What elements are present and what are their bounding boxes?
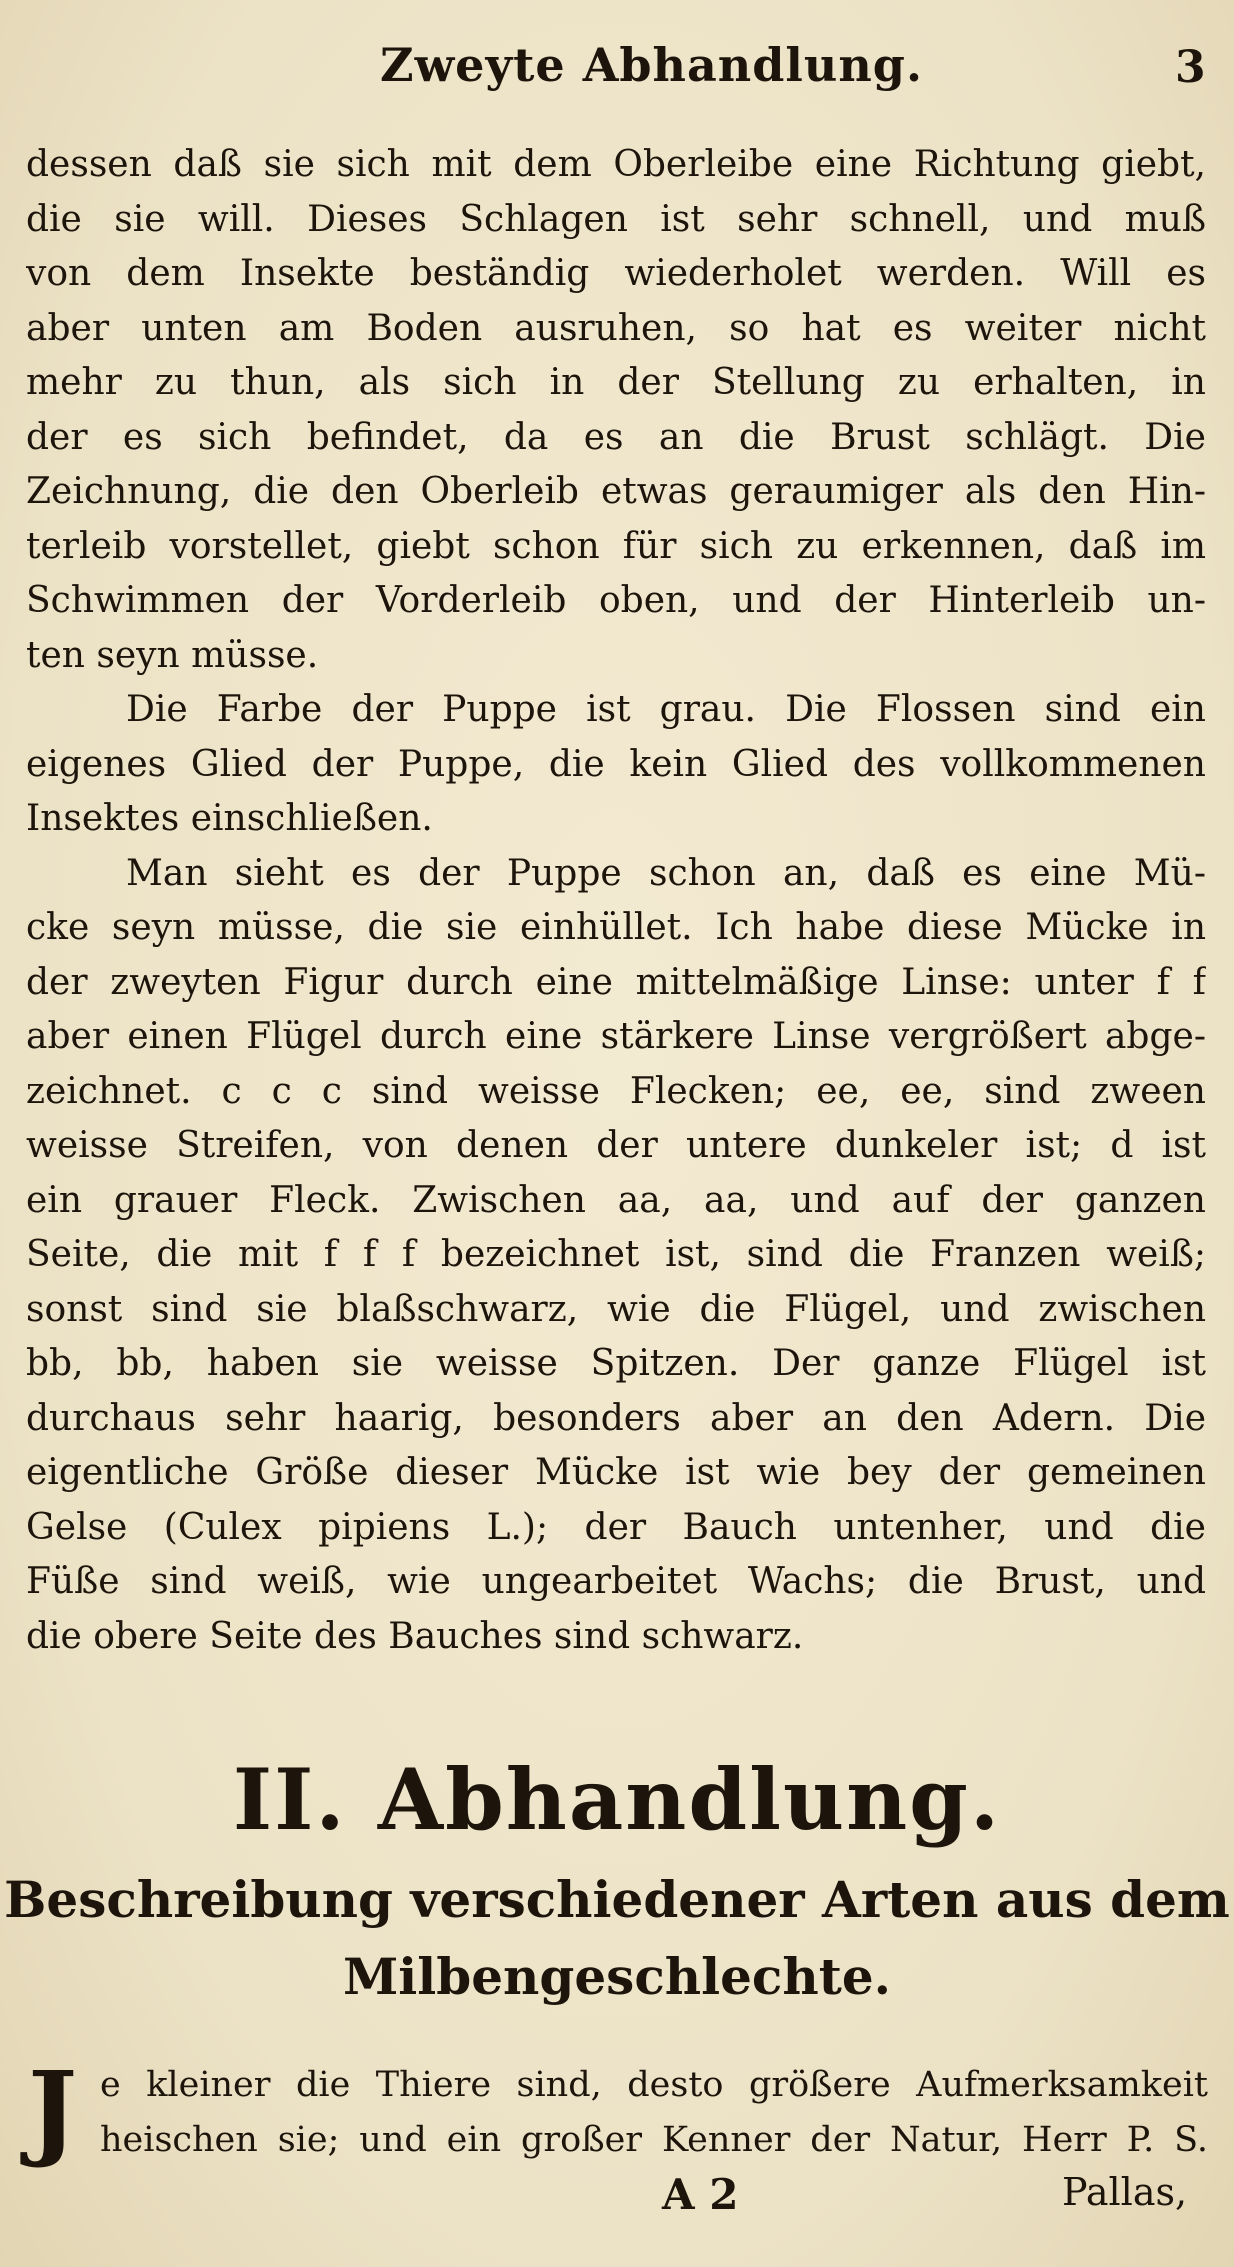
text-line: ein grauer Fleck. Zwischen aa, aa, und auf der ganzen xyxy=(26,1179,1206,1221)
text-line: mehr zu thun, als sich in der Stellung zu erhalten, in xyxy=(26,362,1206,403)
body-text xyxy=(26,138,1206,1664)
text-line: die obere Seite des Bauches sind schwarz. xyxy=(26,1615,804,1657)
text-line: aber einen Flügel durch eine stärkere Linse vergrößert abge- xyxy=(26,1016,1206,1057)
chapter-subtitle-line1: Beschreibung verschiedener Arten aus dem xyxy=(4,1870,1230,1929)
text-line: e kleiner die Thiere sind, desto größere Aufmerksamkeit xyxy=(100,2065,1208,2105)
text-line: Die Farbe der Puppe ist grau. Die Flossen sind ein xyxy=(126,689,1206,730)
text-line: der es sich befindet, da es an die Brust schlägt. Die xyxy=(26,416,1206,458)
text-line: von dem Insekte beständig wiederholet werden. Will es xyxy=(26,253,1206,294)
signature-mark: A 2 xyxy=(662,2170,739,2219)
text-line: terleib vorstellet, giebt schon für sich zu erkennen, daß im xyxy=(26,525,1206,567)
text-line: der zweyten Figur durch eine mittelmäßige Linse: unter f f xyxy=(26,961,1206,1003)
text-line: dessen daß sie sich mit dem Oberleibe eine Richtung giebt, xyxy=(26,144,1206,185)
text-line: eigenes Glied der Puppe, die kein Glied des vollkommenen xyxy=(26,743,1206,785)
text-line: bb, bb, haben sie weisse Spitzen. Der ganze Flügel ist xyxy=(26,1343,1206,1384)
text-line: Schwimmen der Vorderleib oben, und der Hinterleib un- xyxy=(26,580,1206,621)
text-line: cke seyn müsse, die sie einhüllet. Ich habe diese Mücke in xyxy=(26,907,1206,948)
text-line: durchaus sehr haarig, besonders aber an den Adern. Die xyxy=(26,1397,1206,1439)
opening-paragraph xyxy=(28,2048,1208,2171)
drop-cap: J xyxy=(28,2048,78,2171)
page-header xyxy=(0,38,1234,108)
text-line: weisse Streifen, von denen der untere dunkeler ist; d ist xyxy=(26,1125,1206,1166)
text-line: Zeichnung, die den Oberleib etwas geraumiger als den Hin- xyxy=(26,471,1206,512)
text-line: Gelse (Culex pipiens L.); der Bauch untenher, und die xyxy=(26,1506,1206,1548)
text-line: eigentliche Größe dieser Mücke ist wie bey der gemeinen xyxy=(26,1452,1206,1493)
text-line: sonst sind sie blaßschwarz, wie die Flügel, und zwischen xyxy=(26,1288,1206,1330)
text-line: zeichnet. c c c sind weisse Flecken; ee, ee, sind zween xyxy=(26,1070,1206,1112)
chapter-subtitle-line2: Milbengeschlechte. xyxy=(342,1947,892,2006)
text-line: aber unten am Boden ausruhen, so hat es weiter nicht xyxy=(26,307,1206,349)
running-title: Zweyte Abhandlung. xyxy=(380,38,923,92)
page-number: 3 xyxy=(1175,42,1206,93)
text-line: Man sieht es der Puppe schon an, daß es eine Mü- xyxy=(126,852,1206,894)
catchword: Pallas, xyxy=(1062,2170,1188,2214)
chapter-heading: II. Abhandlung. xyxy=(232,1750,1002,1849)
text-line: Seite, die mit f f f bezeichnet ist, sind die Franzen weiß; xyxy=(26,1234,1206,1275)
text-line: heischen sie; und ein großer Kenner der Natur, Herr P. S. xyxy=(100,2119,1208,2160)
text-line: die sie will. Dieses Schlagen ist sehr schnell, und muß xyxy=(26,198,1206,240)
text-line: Insektes einschließen. xyxy=(26,798,433,839)
text-line: ten seyn müsse. xyxy=(26,634,319,676)
text-line: Füße sind weiß, wie ungearbeitet Wachs; die Brust, und xyxy=(26,1561,1206,1602)
